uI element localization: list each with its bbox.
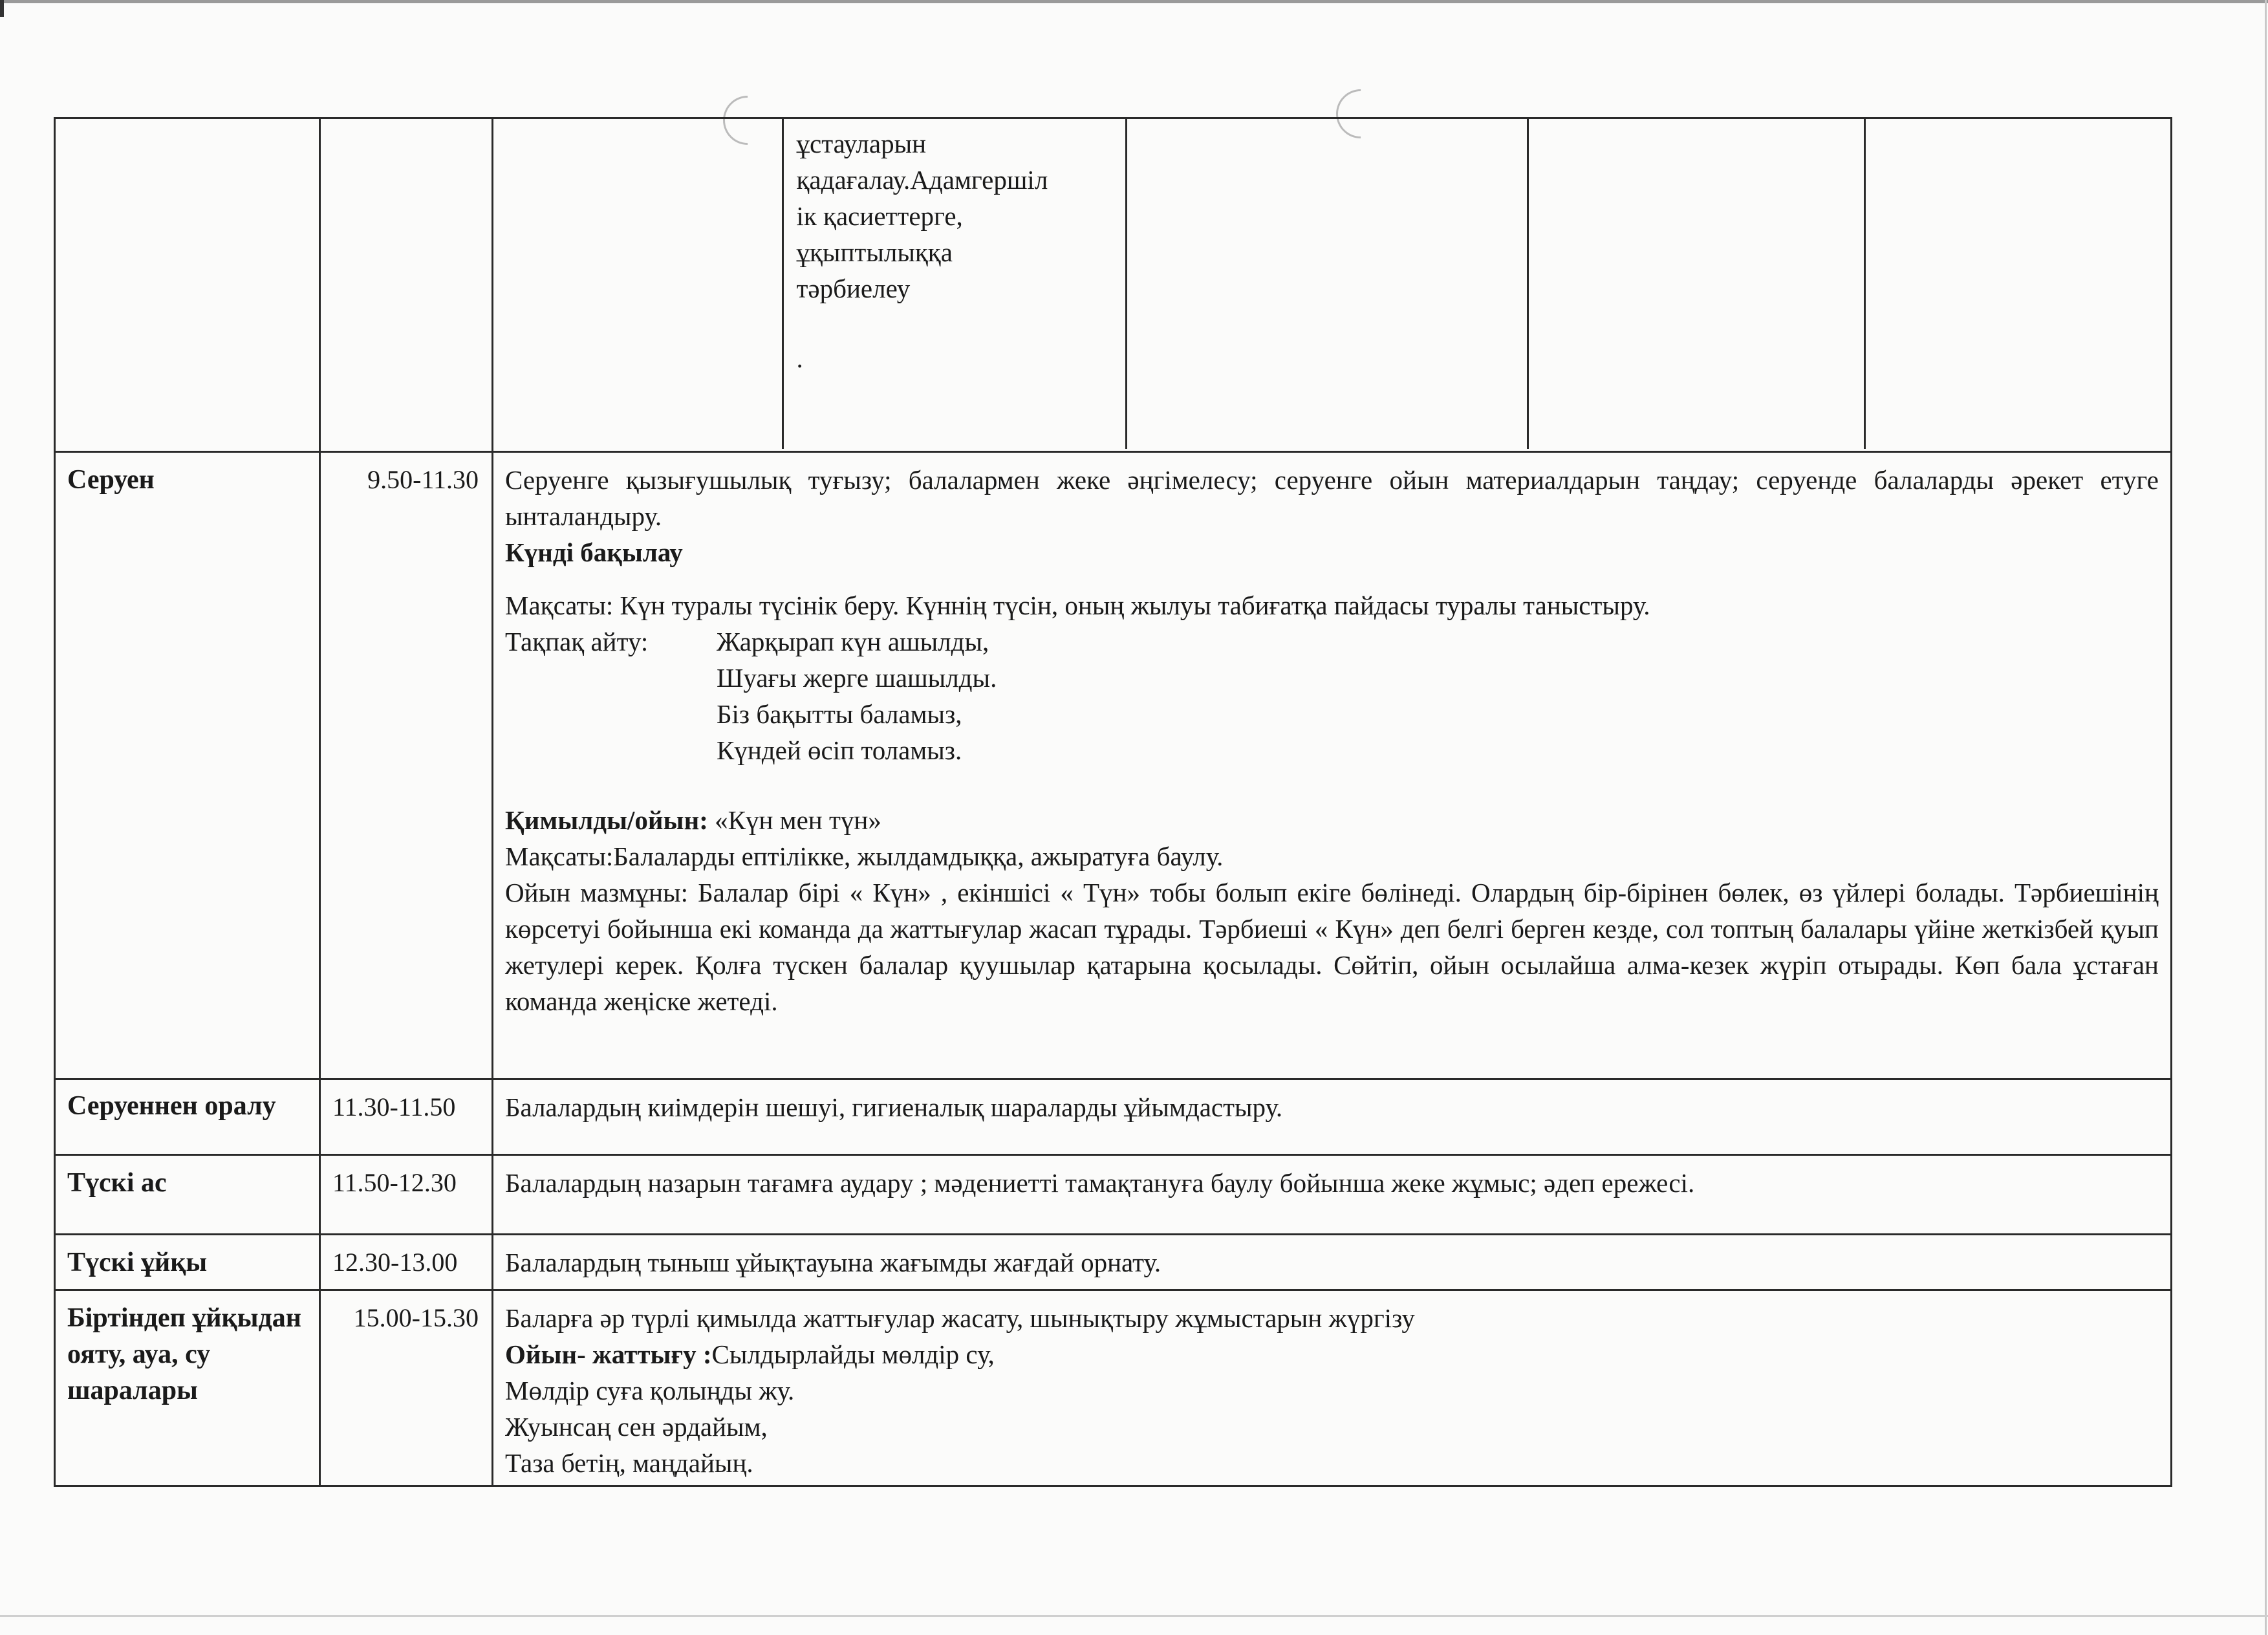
weekday-cell <box>1528 119 1864 449</box>
activity-content: Балалардың тыныш ұйықтауына жағымды жағдай орнату. <box>493 1235 2172 1290</box>
weekday-cell <box>783 119 1126 449</box>
table-row <box>55 1155 2172 1235</box>
scan-mark <box>0 0 4 17</box>
text-line: ік қасиеттерге, <box>796 201 963 231</box>
schedule-table <box>54 117 2172 1487</box>
table-row <box>55 1079 2172 1155</box>
activity-name: Түскі ұйқы <box>55 1235 320 1290</box>
poem-line: Жуынсаң сен әрдайым, <box>505 1412 768 1442</box>
activity-cell <box>55 118 320 452</box>
activity-name: Біртіндеп ұйқыдан ояту, ауа, су шаралары <box>55 1290 320 1486</box>
weekday-cell <box>493 119 783 449</box>
observation-goal: Мақсаты: Күн туралы түсінік беру. Күннің түсін, оның жылуы табиғатқа пайдасы туралы таныстыру. <box>505 590 1650 620</box>
table-row <box>55 118 2172 452</box>
weekday-cell <box>1126 119 1528 449</box>
weekday-cell <box>1864 119 2172 449</box>
poem-line: Мөлдір суға қолыңды жу. <box>505 1376 795 1405</box>
observation-title: Күнді бақылау <box>505 537 683 567</box>
poem-line: Жарқырап күн ашылды, <box>717 627 989 656</box>
poem-line: Біз бақытты баламыз, <box>717 699 962 729</box>
page-right-edge <box>2265 0 2267 1635</box>
table-row <box>55 1235 2172 1290</box>
poem-line: Таза бетің, маңдайың. <box>505 1448 753 1478</box>
activity-content: Балалардың киімдерін шешуі, гигиеналық шараларды ұйымдастыру. <box>493 1079 2172 1155</box>
poem-line: Шуағы жерге шашылды. <box>717 663 997 693</box>
weekday-columns <box>493 119 2172 449</box>
poem-line: Сылдырлайды мөлдір су, <box>711 1339 995 1369</box>
text-line: тәрбиелеу <box>796 274 911 303</box>
game-name: «Күн мен түн» <box>715 805 881 835</box>
time-cell <box>320 118 493 452</box>
page-top-edge <box>0 0 2268 3</box>
game-goal: Мақсаты:Балаларды ептілікке, жылдамдыққа, ажыратуға баулу. <box>505 841 1224 871</box>
exercise-label: Ойын- жаттығу : <box>505 1339 712 1369</box>
game-content: Ойын мазмұны: Балалар бірі « Күн» , екіншісі « Түн» тобы болып екіге бөлінеді. Олардың бір-бірінен бөлек, өз үйлері болады. Тәрбиешінің көрсетуі бойынша екі команда да жаттығулар жасап тұрады. Тәрбиеші « Күн» деп белгі берген кезде, сол топтың балалары үйіне жеткізбей қуып жетулері керек. Қолға түскен балалар қуушылар қатарына қосылады. Сөйтіп, ойын осылайша алма-кезек жүріп отырады. Көп бала ұстаған команда жеңіске жетеді. <box>505 878 2159 1016</box>
activity-time: 15.00-15.30 <box>320 1290 493 1486</box>
walk-intro: Серуенге қызығушылық туғызу; балалармен жеке әңгімелесу; серуенге ойын материалдарын таңдау; серуенде балаларды әрекет етуге ынталандыру. <box>505 465 2159 531</box>
activity-content <box>493 452 2172 1079</box>
text-line: ұқыптылыққа <box>796 237 953 267</box>
poem-label: Тақпақ айту: <box>505 627 649 656</box>
poem-line: Күндей өсіп толамыз. <box>717 735 962 765</box>
activity-name: Серуен <box>55 452 320 1079</box>
text-line: ұстауларын <box>796 129 927 158</box>
content-cell <box>493 118 2172 452</box>
table-row <box>55 1290 2172 1486</box>
bullet-dot: . <box>796 343 803 373</box>
table-row <box>55 452 2172 1079</box>
activity-name: Серуеннен оралу <box>55 1079 320 1155</box>
page-bottom-edge <box>0 1615 2268 1617</box>
game-label: Қимылды/ойын: <box>505 805 708 835</box>
wakeup-intro: Баларға әр түрлі қимылда жаттығулар жасату, шынықтыру жұмыстарын жүргізу <box>505 1303 1415 1333</box>
activity-time: 9.50-11.30 <box>320 452 493 1079</box>
activity-content: Балалардың назарын тағамға аудару ; мәдениетті тамақтануға баулу бойынша жеке жұмыс; әдеп ережесі. <box>493 1155 2172 1235</box>
activity-content <box>493 1290 2172 1486</box>
text-line: қадағалау.Адамгершіл <box>796 165 1048 195</box>
activity-time: 11.50-12.30 <box>320 1155 493 1235</box>
activity-time: 12.30-13.00 <box>320 1235 493 1290</box>
activity-name: Түскі ас <box>55 1155 320 1235</box>
activity-time: 11.30-11.50 <box>320 1079 493 1155</box>
